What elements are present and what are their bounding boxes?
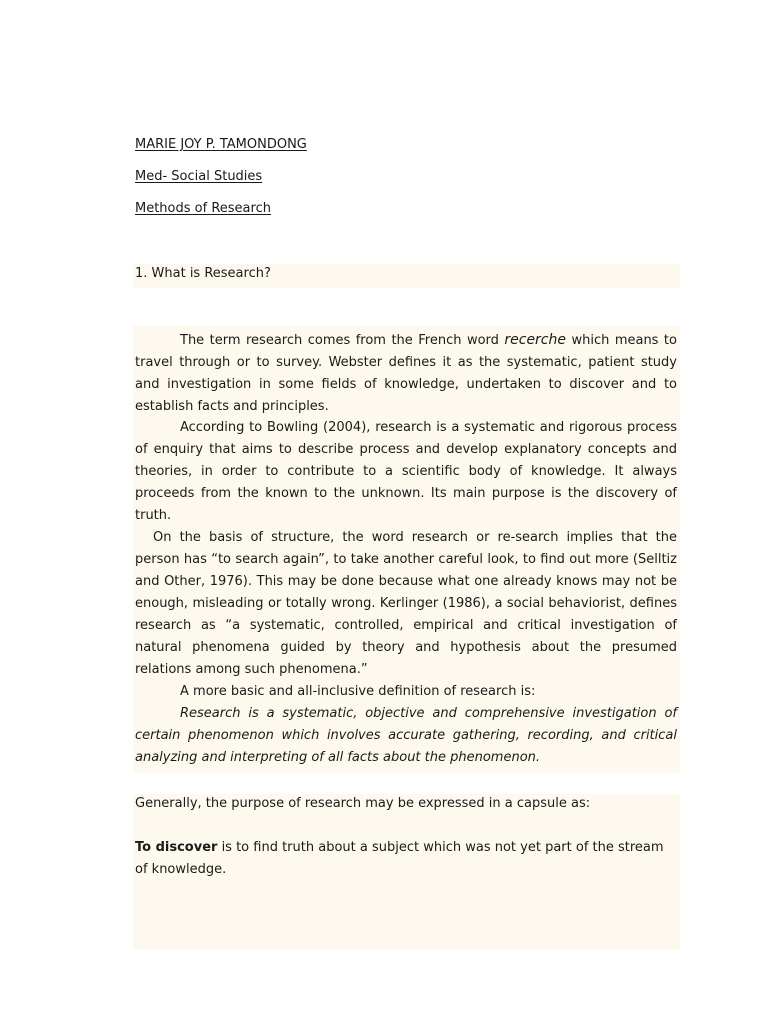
purpose-definition: is to find truth about a subject which was not yet part of the stream of knowledge. (135, 840, 664, 877)
paragraph-structure: On the basis of structure, the word research or re-search implies that the person has “to search again”, to take another careful look, to find out more (Selltiz and Other, 1976). This may be done because what one already knows may not be enough, misleading or totally wrong. Kerlinger (1986), a social behaviorist, defines research as “a systematic, controlled, empirical and critical investigation of natural phenomena guided by theory and hypothesis about the presumed relations among such phenomena.” (135, 530, 677, 677)
course-name: Med- Social Studies (135, 169, 263, 184)
paragraph-definition-intro: A more basic and all-inclusive definition of research is: (180, 684, 536, 699)
paragraph-bowling: According to Bowling (2004), research is a systematic and rigorous process of enquiry that aims to describe process and develop explanatory concepts and theories, in order to contribute to a scientific body of knowledge. It always proceeds from the known to the unknown. Its main purpose is the discovery of truth. (135, 420, 677, 523)
purpose-term: To discover (135, 840, 218, 855)
paragraph-definition-quote: Research is a systematic, objective and comprehensive investigation of certain phenomenon which involves accurate gathering, recording, and critical analyzing and interpreting of all facts about the phenomenon. (135, 706, 677, 765)
purpose-discover (135, 837, 677, 881)
author-name: MARIE JOY P. TAMONDONG (135, 137, 307, 152)
paragraph-etymology-end: which means to travel through or to survey. Webster defines it as the systematic, patient study and investigation in some fields of knowledge, undertaken to discover and to establish facts and principles. (135, 333, 677, 414)
paragraph-etymology (135, 329, 677, 418)
section-heading: 1. What is Research? (135, 266, 271, 281)
french-word: recerche (504, 332, 566, 348)
paragraph-etymology-start: The term research comes from the French word (180, 333, 505, 348)
purpose-intro: Generally, the purpose of research may be expressed in a capsule as: (135, 796, 591, 811)
subject-name: Methods of Research (135, 201, 271, 216)
